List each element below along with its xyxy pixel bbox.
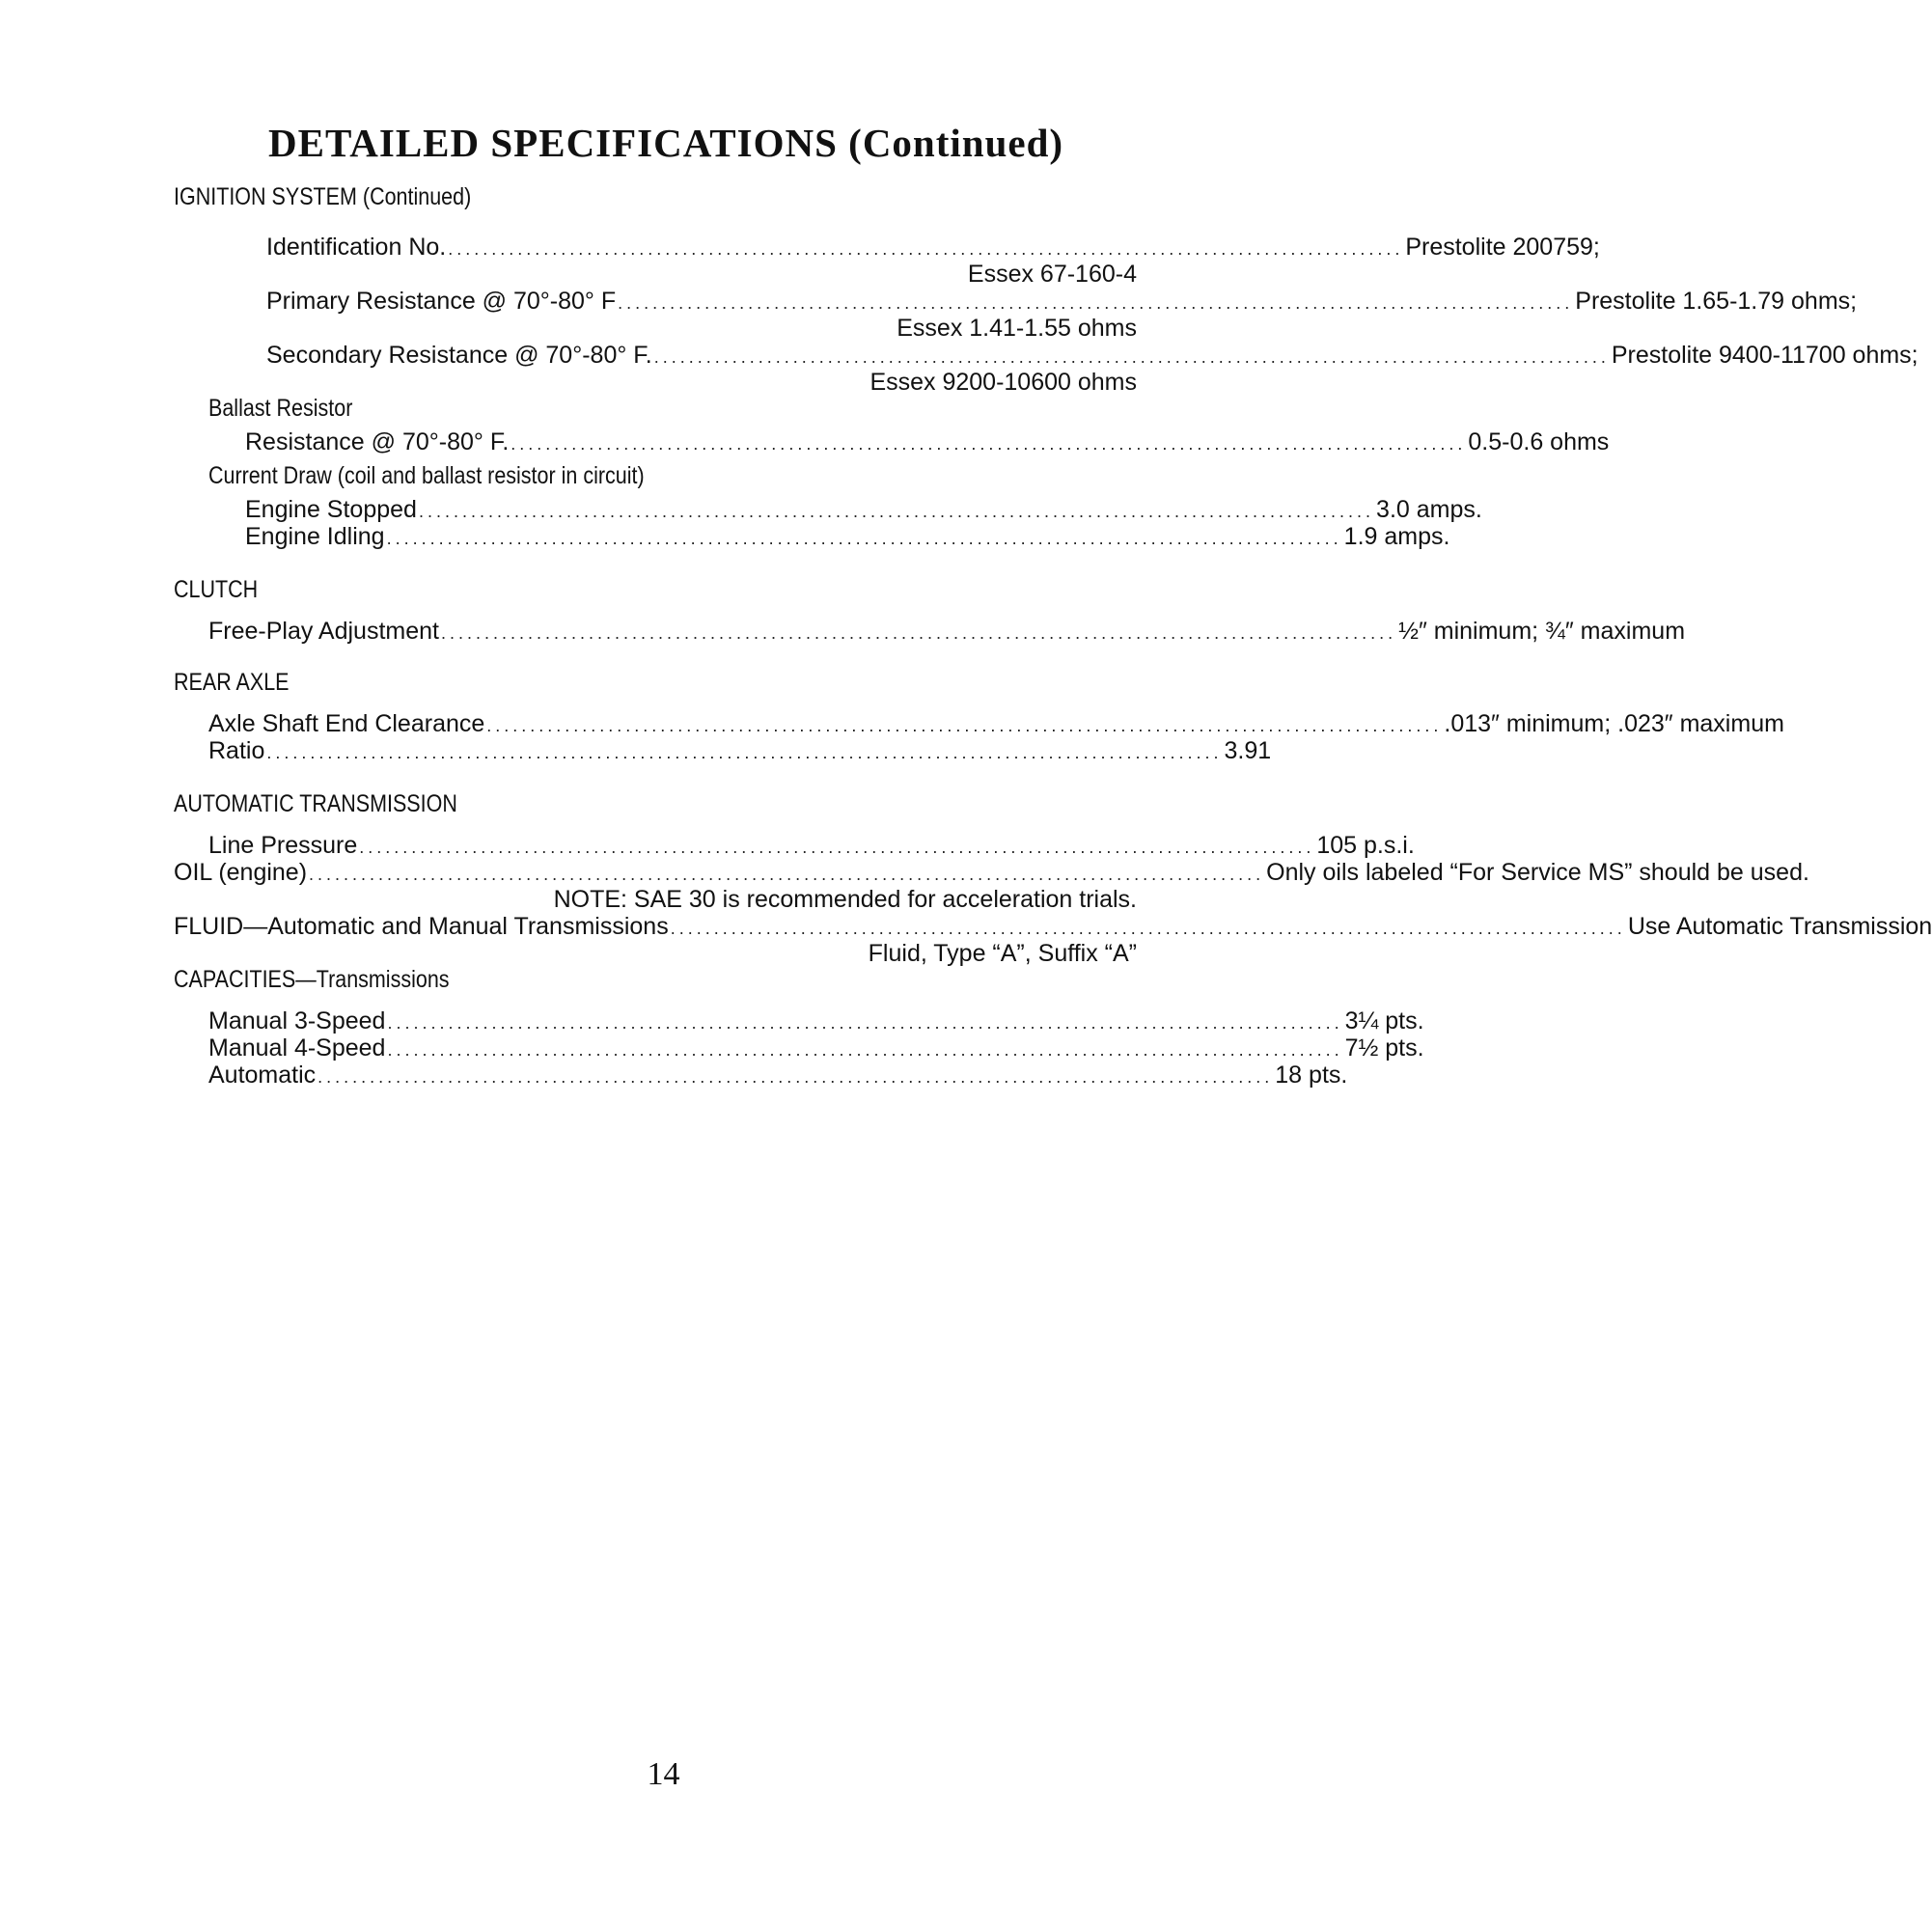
- spec-row-automatic: [208, 1062, 1348, 1090]
- spec-label: Line Pressure: [208, 832, 358, 859]
- spec-row-fluid: [174, 913, 1932, 942]
- leader-dots: ..............................................................................................................: [418, 502, 1375, 521]
- leader-dots: ..............................................................................................................: [618, 293, 1574, 313]
- spec-value-continued: Fluid, Type “A”, Suffix “A”: [868, 940, 1137, 967]
- spec-row-manual-3-speed: [208, 1007, 1424, 1036]
- spec-label: Ratio: [208, 737, 265, 764]
- spec-label: Resistance @ 70°-80° F.: [245, 428, 510, 455]
- spec-value: 18 pts.: [1275, 1062, 1348, 1089]
- spec-value: Prestolite 200759;: [1405, 234, 1600, 261]
- spec-row-line-pressure: [208, 832, 1415, 861]
- spec-value: Prestolite 1.65-1.79 ohms;: [1575, 288, 1858, 315]
- spec-row-ballast-resistance: [245, 428, 1610, 457]
- spec-label: Identification No.: [266, 234, 447, 261]
- section-heading-ignition: IGNITION SYSTEM (Continued): [174, 183, 472, 210]
- leader-dots: ..............................................................................................................: [266, 743, 1223, 762]
- spec-value: .013″ minimum; .023″ maximum: [1444, 710, 1784, 737]
- spec-row-identification: [266, 234, 1600, 262]
- leader-dots: ..............................................................................................................: [387, 1040, 1343, 1060]
- spec-value-continued: Essex 67-160-4: [967, 261, 1137, 288]
- spec-row-oil: [174, 859, 1809, 888]
- spec-label: Automatic: [208, 1062, 317, 1089]
- subheading-ballast-resistor: Ballast Resistor: [208, 395, 353, 422]
- spec-value: 3¼ pts.: [1344, 1007, 1424, 1034]
- leader-dots: ..............................................................................................................: [670, 919, 1626, 938]
- spec-row-free-play: [208, 618, 1686, 647]
- spec-label: Primary Resistance @ 70°-80° F: [266, 288, 617, 315]
- spec-label: Manual 4-Speed: [208, 1034, 386, 1062]
- leader-dots: ..............................................................................................................: [359, 838, 1315, 857]
- leader-dots: ..............................................................................................................: [653, 347, 1610, 367]
- spec-row-secondary-resistance: [266, 342, 1918, 371]
- spec-row-engine-stopped: [245, 496, 1482, 525]
- spec-value: 105 p.s.i.: [1316, 832, 1415, 859]
- spec-label: Free-Play Adjustment: [208, 618, 439, 645]
- spec-label: Engine Idling: [245, 523, 385, 550]
- leader-dots: ..............................................................................................................: [317, 1067, 1274, 1087]
- spec-label: Engine Stopped: [245, 496, 417, 523]
- spec-row-ratio: [208, 737, 1272, 766]
- spec-value: Prestolite 9400-11700 ohms;: [1611, 342, 1918, 369]
- spec-row-manual-4-speed: [208, 1034, 1424, 1063]
- spec-label: Manual 3-Speed: [208, 1007, 386, 1034]
- spec-label: Secondary Resistance @ 70°-80° F.: [266, 342, 652, 369]
- spec-value: 3.0 amps.: [1376, 496, 1482, 523]
- page-number: 14: [647, 1756, 680, 1792]
- leader-dots: ..............................................................................................................: [309, 865, 1265, 884]
- leader-dots: ..............................................................................................................: [486, 716, 1443, 735]
- section-heading-rear-axle: REAR AXLE: [174, 669, 290, 696]
- section-heading-capacities: CAPACITIES—Transmissions: [174, 966, 450, 993]
- spec-label: OIL (engine): [174, 859, 308, 886]
- spec-label: Axle Shaft End Clearance: [208, 710, 485, 737]
- spec-value: 1.9 amps.: [1343, 523, 1450, 550]
- leader-dots: ..............................................................................................................: [386, 529, 1342, 548]
- spec-row-primary-resistance: [266, 288, 1858, 317]
- spec-label: FLUID—Automatic and Manual Transmissions: [174, 913, 669, 940]
- leader-dots: ..............................................................................................................: [511, 434, 1467, 454]
- spec-value: 7½ pts.: [1344, 1034, 1424, 1062]
- page-title: DETAILED SPECIFICATIONS (Continued): [268, 121, 1064, 165]
- spec-value: 3.91: [1224, 737, 1272, 764]
- spec-value-continued: NOTE: SAE 30 is recommended for acceleration trials.: [553, 886, 1137, 913]
- spec-value: Only oils labeled “For Service MS” should be used.: [1266, 859, 1809, 886]
- spec-value: Use Automatic Transmission: [1627, 913, 1932, 940]
- leader-dots: ..............................................................................................................: [441, 623, 1397, 643]
- leader-dots: ..............................................................................................................: [448, 239, 1404, 259]
- spec-value: ½″ minimum; ¾″ maximum: [1398, 618, 1686, 645]
- subheading-current-draw: Current Draw (coil and ballast resistor in circuit): [208, 462, 645, 489]
- section-heading-automatic-transmission: AUTOMATIC TRANSMISSION: [174, 790, 457, 817]
- spec-row-engine-idling: [245, 523, 1450, 552]
- spec-value-continued: Essex 1.41-1.55 ohms: [897, 315, 1137, 342]
- spec-row-axle-end-clearance: [208, 710, 1784, 739]
- section-heading-clutch: CLUTCH: [174, 576, 259, 603]
- leader-dots: ..............................................................................................................: [387, 1013, 1343, 1033]
- spec-value-continued: Essex 9200-10600 ohms: [869, 369, 1137, 396]
- spec-value: 0.5-0.6 ohms: [1468, 428, 1610, 455]
